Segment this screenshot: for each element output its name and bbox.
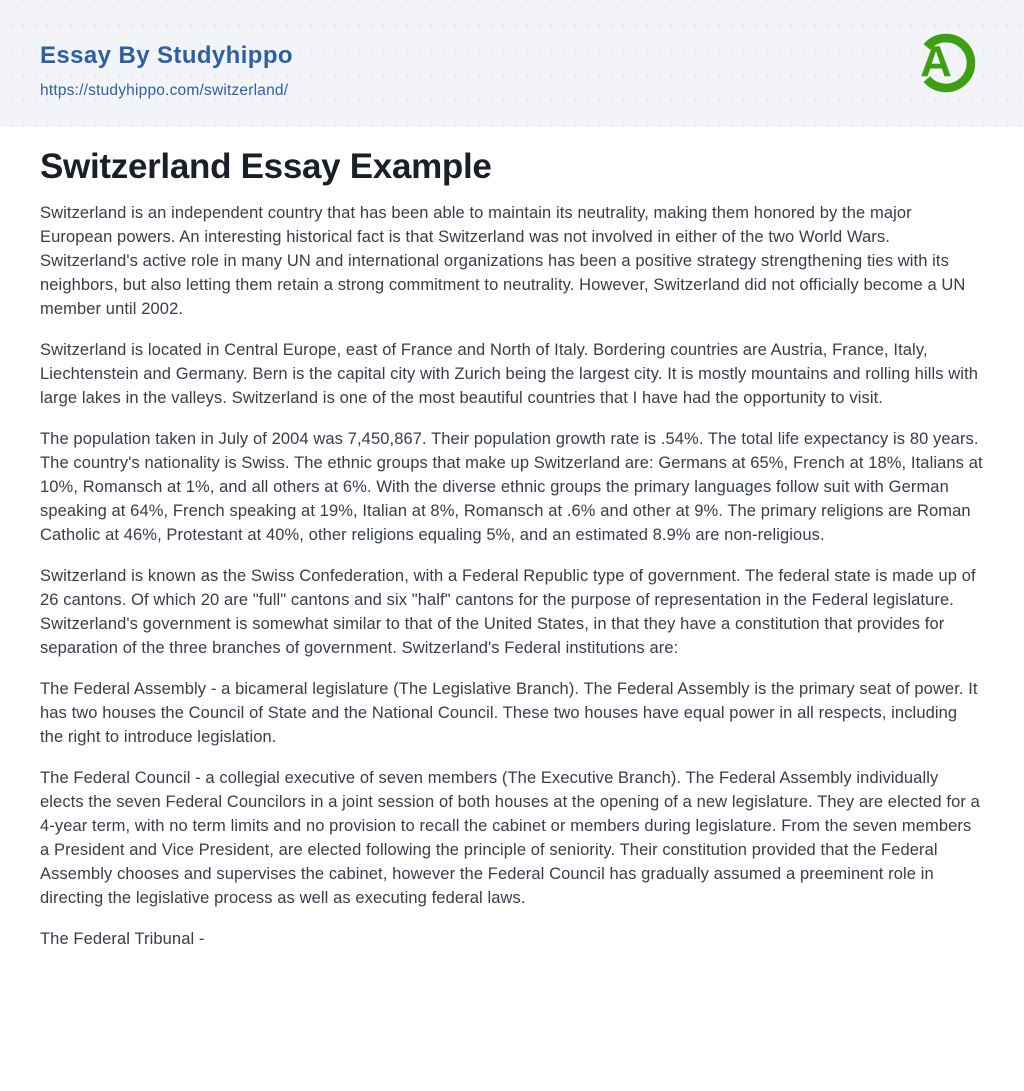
page-title: Switzerland Essay Example <box>40 147 492 186</box>
paragraph: Switzerland is known as the Swiss Confederation, with a Federal Republic type of government. The federal state is made up of 26 cantons. Of which 20 are "full" cantons and six "half" cantons for the purpose of representation in the Federal legislature. Switzerland's government is somewhat similar to that of the United States, in that they have a constitution that provides for separation of the three branches of government. Switzerland's Federal institutions are: <box>40 567 976 657</box>
page-url-link[interactable]: https://studyhippo.com/switzerland/ <box>40 81 289 99</box>
paragraph: Switzerland is located in Central Europe, east of France and North of Italy. Bordering countries are Austria, France, Italy, Liechtenstein and Germany. Bern is the capital city with Zurich being the largest city. It is mostly mountains and rolling hills with large lakes in the valleys. Switzerland is one of the most beautiful countries that I have had the opportunity to visit. <box>40 341 979 407</box>
studyhippo-logo <box>907 24 985 102</box>
paragraph: The Federal Council - a collegial executive of seven members (The Executive Branch). The Federal Assembly individually elects the seven Federal Councilors in a joint session of both houses at the opening of a new legislature. They are elected for a 4-year term, with no term limits and no provision to recall the cabinet or members during legislature. From the seven members a President and Vice President, are elected following the principle of seniority. Their constitution provided that the Federal Assembly chooses and supervises the cabinet, however the Federal Council has gradually assumed a preeminent role in directing the legislative process as well as executing federal laws. <box>40 769 980 907</box>
paragraph: The Federal Tribunal - <box>40 930 205 948</box>
site-byline: Essay By Studyhippo <box>40 42 293 69</box>
logo-letter-a: A <box>920 37 952 87</box>
article-body <box>40 201 984 951</box>
paragraph: The Federal Assembly - a bicameral legislature (The Legislative Branch). The Federal Assembly is the primary seat of power. It has two houses the Council of State and the National Council. These two houses have equal power in all respects, including the right to introduce legislation. <box>40 680 978 746</box>
site-header <box>0 0 1024 127</box>
essay-article <box>0 146 1024 951</box>
paragraph: Switzerland is an independent country that has been able to maintain its neutrality, making them honored by the major European powers. An interesting historical fact is that Switzerland was not involved in either of the two World Wars. Switzerland's active role in many UN and international organizations has been a positive strategy strengthening ties with its neighbors, but also letting them retain a strong commitment to neutrality. However, Switzerland did not officially become a UN member until 2002. <box>40 204 966 318</box>
paragraph: The population taken in July of 2004 was 7,450,867. Their population growth rate is .54%. The total life expectancy is 80 years. The country's nationality is Swiss. The ethnic groups that make up Switzerland are: Germans at 65%, French at 18%, Italians at 10%, Romansch at 1%, and all others at 6%. With the diverse ethnic groups the primary languages follow suit with German speaking at 64%, French speaking at 19%, Italian at 8%, Romansch at .6% and other at 9%. The primary religions are Roman Catholic at 46%, Protestant at 40%, other religions equaling 5%, and an estimated 8.9% are non-religious. <box>40 430 983 544</box>
